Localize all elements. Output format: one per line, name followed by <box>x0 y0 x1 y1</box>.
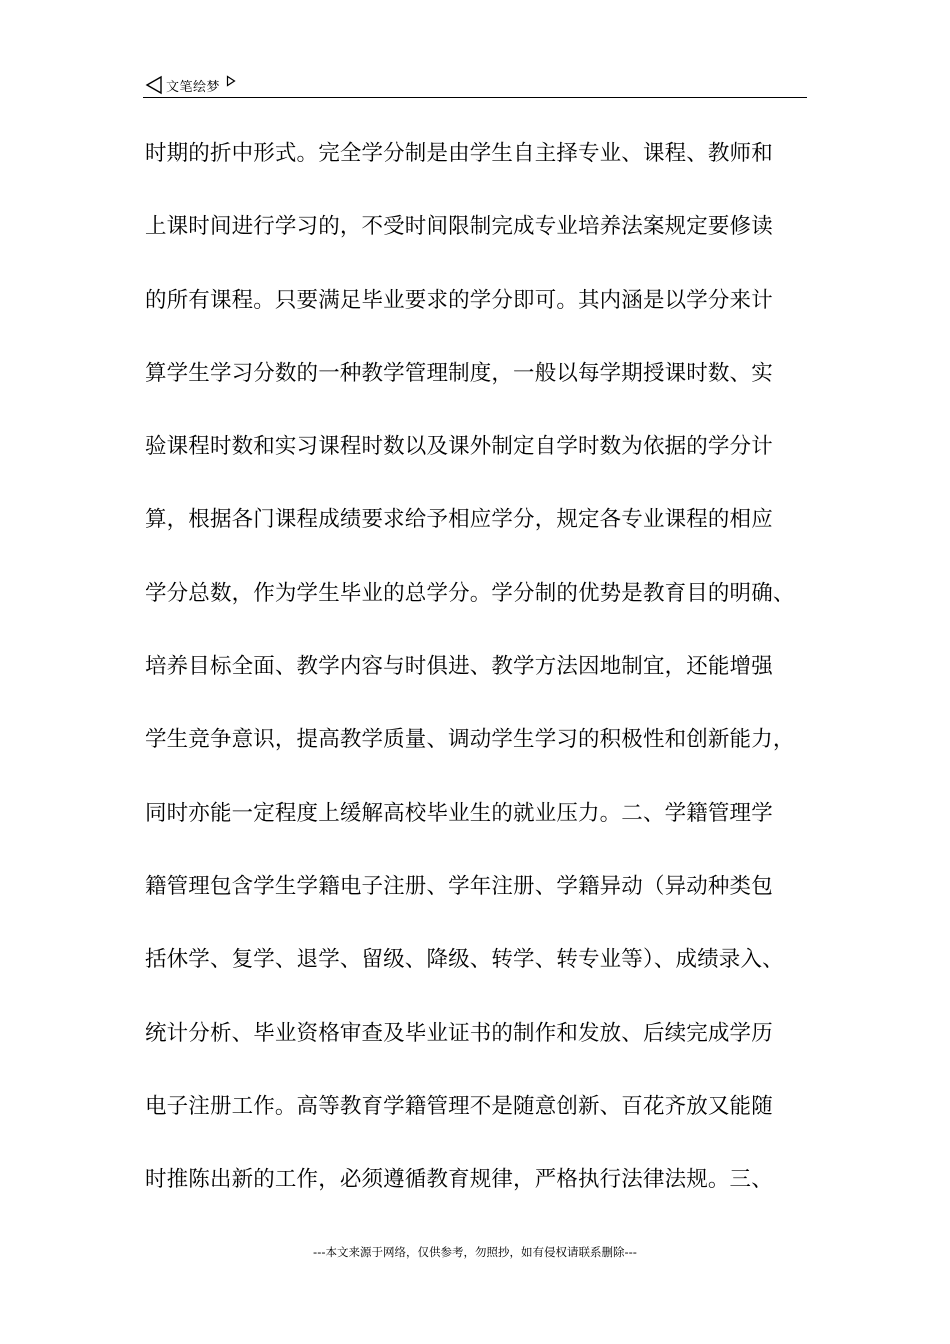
text-line: 算，根据各门课程成绩要求给予相应学分，规定各专业课程的相应 <box>145 507 773 533</box>
text-line: 籍管理包含学生学籍电子注册、学年注册、学籍异动（异动种类包 <box>145 873 773 899</box>
text-line: 学生竞争意识，提高教学质量、调动学生学习的积极性和创新能力， <box>145 727 795 753</box>
page-header <box>145 72 236 98</box>
text-line: 同时亦能一定程度上缓解高校毕业生的就业压力。二、学籍管理学 <box>145 800 773 826</box>
text-line: 验课程时数和实习课程时数以及课外制定自学时数为依据的学分计 <box>145 434 773 460</box>
text-line: 统计分析、毕业资格审查及毕业证书的制作和发放、后续完成学历 <box>145 1020 773 1046</box>
text-line: 学分总数，作为学生毕业的总学分。学分制的优势是教育目的明确、 <box>145 580 795 606</box>
text-line: 上课时间进行学习的，不受时间限制完成专业培养法案规定要修读 <box>145 214 773 240</box>
text-line: 培养目标全面、教学内容与时俱进、教学方法因地制宜，还能增强 <box>145 654 773 680</box>
text-line: 算学生学习分数的一种教学管理制度，一般以每学期授课时数、实 <box>145 360 773 386</box>
text-line: 电子注册工作。高等教育学籍管理不是随意创新、百花齐放又能随 <box>145 1093 773 1119</box>
header-brand: 文笔绘梦 <box>166 79 221 95</box>
header-rule <box>143 97 807 98</box>
text-line: 时期的折中形式。完全学分制是由学生自主择专业、课程、教师和 <box>145 141 773 166</box>
body-text <box>145 134 813 1233</box>
triangle-right-icon <box>226 75 236 87</box>
triangle-left-icon <box>145 75 163 95</box>
text-line: 的所有课程。只要满足毕业要求的学分即可。其内涵是以学分来计 <box>145 287 773 313</box>
footer-notice: ---本文来源于网络，仅供参考，勿照抄，如有侵权请联系删除--- <box>313 1245 637 1259</box>
text-line: 时推陈出新的工作，必须遵循教育规律，严格执行法律法规。三、 <box>145 1167 773 1193</box>
text-line: 括休学、复学、退学、留级、降级、转学、转专业等）、成绩录入、 <box>145 947 784 973</box>
